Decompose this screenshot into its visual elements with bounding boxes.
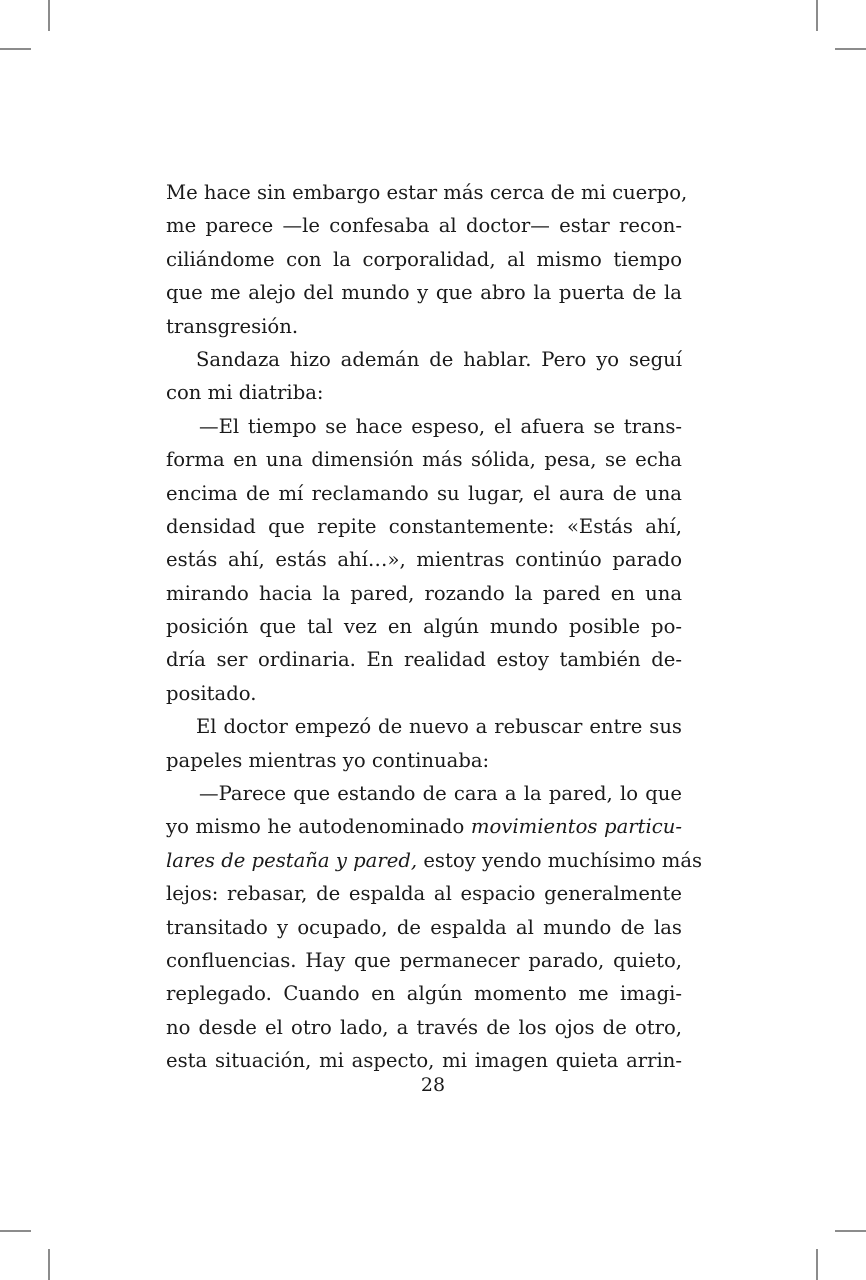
text-line: encima de mí reclamando su lugar, el aura de una xyxy=(166,481,682,505)
crop-mark-bottom-right-horizontal xyxy=(835,1230,866,1232)
text-line: con mi diatriba: xyxy=(166,381,324,405)
text-line: estás ahí, estás ahí…», mientras continúo parado xyxy=(166,548,682,572)
page-number: 28 xyxy=(420,1074,446,1096)
text-line: posición que tal vez en algún mundo posible po- xyxy=(166,615,682,639)
italic-text: movimientos particu- xyxy=(470,815,682,839)
italic-text: lares de pestaña y pared, xyxy=(166,848,418,872)
text-line: me parece —le confesaba al doctor— estar recon- xyxy=(166,214,682,238)
text-line: no desde el otro lado, a través de los ojos de otro, xyxy=(166,1015,682,1039)
text-line: esta situación, mi aspecto, mi imagen quieta arrin- xyxy=(166,1049,682,1073)
text-line: densidad que repite constantemente: «Estás ahí, xyxy=(166,514,682,538)
text-line: El doctor empezó de nuevo a rebuscar entre sus xyxy=(196,715,682,739)
text-line: papeles mientras yo continuaba: xyxy=(166,748,490,772)
text-line: transitado y ocupado, de espalda al mundo de las xyxy=(166,915,682,939)
crop-mark-top-right-vertical xyxy=(816,0,818,31)
crop-mark-bottom-right-vertical xyxy=(816,1249,818,1280)
text-line: Sandaza hizo ademán de hablar. Pero yo seguí xyxy=(196,347,682,371)
crop-mark-top-left-vertical xyxy=(48,0,50,31)
text-line xyxy=(166,844,703,877)
text-line xyxy=(166,810,682,843)
text-run: yo mismo he autodenominado xyxy=(166,815,471,839)
crop-mark-bottom-left-horizontal xyxy=(0,1230,31,1232)
crop-mark-top-right-horizontal xyxy=(835,48,866,50)
text-line: que me alejo del mundo y que abro la puerta de la xyxy=(166,281,682,305)
text-line: forma en una dimensión más sólida, pesa, se echa xyxy=(166,448,682,472)
text-line: positado. xyxy=(166,681,257,705)
text-line: dría ser ordinaria. En realidad estoy también de- xyxy=(166,648,682,672)
crop-mark-top-left-horizontal xyxy=(0,48,31,50)
text-line: replegado. Cuando en algún momento me imagi- xyxy=(166,982,682,1006)
text-line: transgresión. xyxy=(166,314,299,338)
text-run: estoy yendo muchísimo más xyxy=(417,848,703,872)
text-line: confluencias. Hay que permanecer parado, quieto, xyxy=(166,948,682,972)
text-line: Me hace sin embargo estar más cerca de mi cuerpo, xyxy=(166,181,688,204)
text-line: ciliándome con la corporalidad, al mismo tiempo xyxy=(166,247,682,271)
text-line: lejos: rebasar, de espalda al espacio generalmente xyxy=(166,882,682,906)
text-line: mirando hacia la pared, rozando la pared en una xyxy=(166,581,682,605)
text-line: —Parece que estando de cara a la pared, lo que xyxy=(199,782,682,806)
text-line: —El tiempo se hace espeso, el afuera se trans- xyxy=(199,414,682,438)
body-text xyxy=(166,176,703,1078)
crop-mark-bottom-left-vertical xyxy=(48,1249,50,1280)
